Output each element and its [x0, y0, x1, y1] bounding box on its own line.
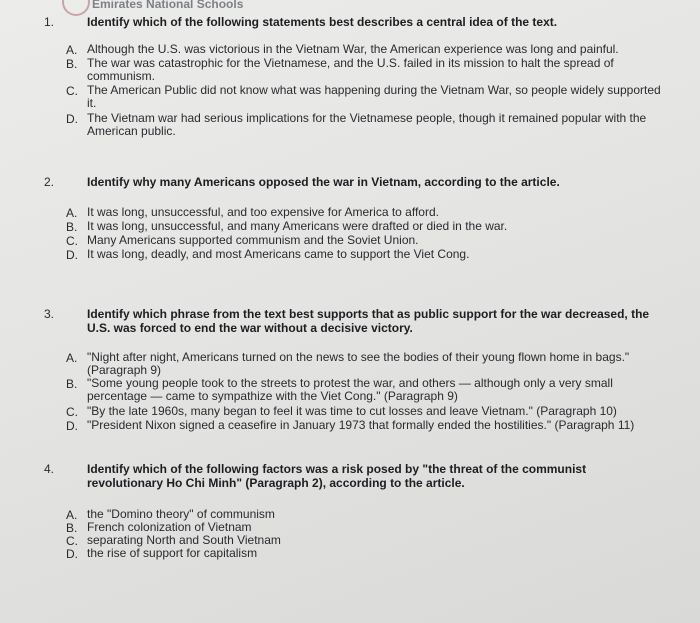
- choice-text: Although the U.S. was victorious in the Vietnam War, the American experience was long and painful.: [87, 42, 619, 56]
- choice-letter: A.: [66, 351, 78, 365]
- question-prompt: Identify which of the following factors was a risk posed by "the threat of the communist revolutionary Ho Chi Minh" (Paragraph 2), according to the article.: [87, 462, 587, 490]
- choice-text: French colonization of Vietnam: [87, 520, 252, 534]
- choice-text: separating North and South Vietnam: [87, 533, 281, 547]
- choice-letter: A.: [66, 206, 78, 220]
- choice-text: the rise of support for capitalism: [87, 546, 258, 560]
- choice-letter: D.: [66, 112, 78, 126]
- choice-text: "Some young people took to the streets to protest the war, and others — although only a very small percentage — came to sympathize with the Viet Cong." (Paragraph 9): [87, 376, 613, 403]
- choice-text: It was long, unsuccessful, and many Americans were drafted or died in the war.: [87, 219, 508, 233]
- choice-letter: A.: [66, 508, 78, 522]
- question-prompt: Identify which of the following statements best describes a central idea of the text.: [87, 15, 558, 29]
- choice-text: the "Domino theory" of communism: [87, 507, 275, 521]
- question-number: 4.: [44, 462, 55, 476]
- question-number: 3.: [44, 307, 55, 321]
- choice-letter: B.: [66, 57, 78, 71]
- choice-letter: C.: [66, 405, 78, 419]
- choice-letter: C.: [66, 84, 78, 98]
- choice-letter: D.: [66, 419, 78, 433]
- choice-text: It was long, unsuccessful, and too expensive for America to afford.: [87, 205, 439, 219]
- choice-letter: D.: [66, 547, 78, 561]
- question-number: 1.: [44, 15, 55, 29]
- school-logo: [62, 0, 90, 16]
- choice-text: The American Public did not know what was happening during the Vietnam War, so people widely supported it.: [87, 83, 661, 110]
- choice-letter: C.: [66, 534, 78, 548]
- choice-letter: B.: [66, 220, 78, 234]
- choice-text: Many Americans supported communism and the Soviet Union.: [87, 233, 419, 247]
- choice-letter: D.: [66, 248, 78, 262]
- question-number: 2.: [44, 175, 55, 189]
- choice-letter: B.: [66, 521, 78, 535]
- choice-text: The war was catastrophic for the Vietnamese, and the U.S. failed in its mission to halt the spread of communism.: [87, 56, 614, 83]
- choice-letter: A.: [66, 43, 78, 57]
- school-name: Emirates National Schools: [92, 0, 244, 11]
- choice-text: "Night after night, Americans turned on the news to see the bodies of their young flown home in bags." (Paragraph 9): [87, 350, 630, 377]
- choice-text: "By the late 1960s, many began to feel it was time to cut losses and leave Vietnam." (Paragraph 10): [87, 404, 617, 418]
- choice-letter: B.: [66, 377, 78, 391]
- choice-letter: C.: [66, 234, 78, 248]
- choice-text: It was long, deadly, and most Americans came to support the Viet Cong.: [87, 247, 470, 261]
- question-prompt: Identify which phrase from the text best supports that as public support for the war decreased, the U.S. was forced to end the war without a decisive victory.: [87, 307, 650, 335]
- choice-text: The Vietnam war had serious implications for the Vietnamese people, though it remained popular with the American public.: [87, 111, 647, 138]
- question-prompt: Identify why many Americans opposed the war in Vietnam, according to the article.: [87, 175, 560, 189]
- choice-text: "President Nixon signed a ceasefire in January 1973 that formally ended the hostilities." (Paragraph 11): [87, 418, 635, 432]
